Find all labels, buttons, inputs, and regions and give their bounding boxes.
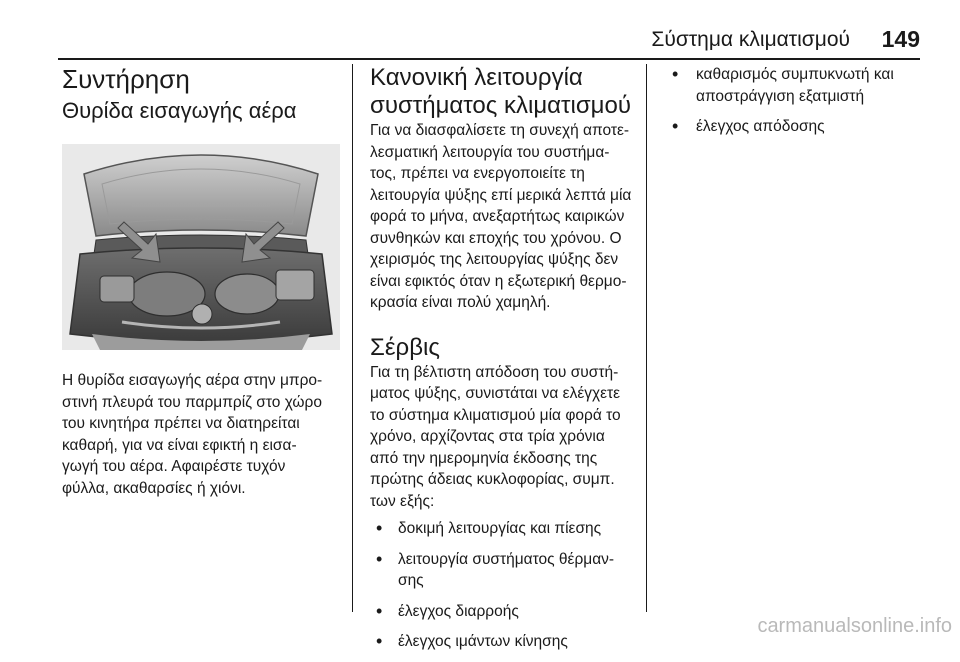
- engine-bay-figure: [62, 144, 340, 350]
- watermark: carmanualsonline.info: [757, 615, 952, 637]
- column-divider: [352, 64, 353, 612]
- air-intake-paragraph: Η θυρίδα εισαγωγής αέρα στην μπρο- στινή πλευρά του παρμπρίζ στο χώρο του κινητήρα πρέπει να διατηρείται καθαρή, για να είναι εφικτή η εισα- γωγή του αέρα. Αφαιρέστε τυχόν φύλλα, ακαθαρσίες ή χιόνι.: [62, 372, 323, 497]
- air-intake-heading: Θυρίδα εισαγωγής αέρα: [62, 98, 297, 123]
- maintenance-heading: Συντήρηση: [62, 64, 190, 94]
- service-checklist-continued: [666, 64, 928, 138]
- list-item: • λειτουργία συστήματος θέρμαν- σης: [370, 549, 632, 592]
- list-item: • έλεγχος απόδοσης: [666, 116, 928, 138]
- normal-operation-paragraph: Για να διασφαλίσετε τη συνεχή αποτε- λεσματική λειτουργία του συστήμα- τος, πρέπει να ενεργοποιείτε τη λειτουργία ψύξης επί μερικά λεπτά μία φορά το μήνα, ανεξαρτήτως καιρικών συνθηκών και εποχής του χρόνου. Ο χειρισμός της λειτουργίας ψύξης δεν είναι εφικτός όταν η εξωτερική θερμο- κρασία είναι πολύ χαμηλή.: [370, 122, 632, 311]
- service-checklist: [370, 518, 632, 653]
- column-maintenance: [62, 64, 340, 499]
- list-item: • καθαρισμός συμπυκνωτή και αποστράγγιση εξατμιστή: [666, 64, 928, 107]
- column-divider: [646, 64, 647, 612]
- page-number: 149: [881, 26, 920, 52]
- normal-operation-heading: Κανονική λειτουργία συστήματος κλιματισμού: [370, 64, 631, 119]
- section-title: Σύστημα κλιματισμού: [651, 28, 850, 51]
- list-item: • δοκιμή λειτουργίας και πίεσης: [370, 518, 632, 540]
- page-header: [58, 22, 920, 60]
- engine-bay-illustration: [62, 144, 340, 350]
- service-paragraph: Για τη βέλτιστη απόδοση του συστή- ματος ψύξης, συνιστάται να ελέγχετε το σύστημα κλιματισμού μία φορά το χρόνο, αρχίζοντας στα τρία χρόνια από την ημερομηνία έκδοσης της πρώτης άδειας κυκλοφορίας, συμπ. των εξής:: [370, 363, 621, 510]
- column-operation: [370, 64, 632, 662]
- list-item: • έλεγχος ιμάντων κίνησης: [370, 631, 632, 653]
- list-item: • έλεγχος διαρροής: [370, 601, 632, 623]
- service-heading: Σέρβις: [370, 333, 440, 361]
- column-checklist-continued: [666, 64, 928, 147]
